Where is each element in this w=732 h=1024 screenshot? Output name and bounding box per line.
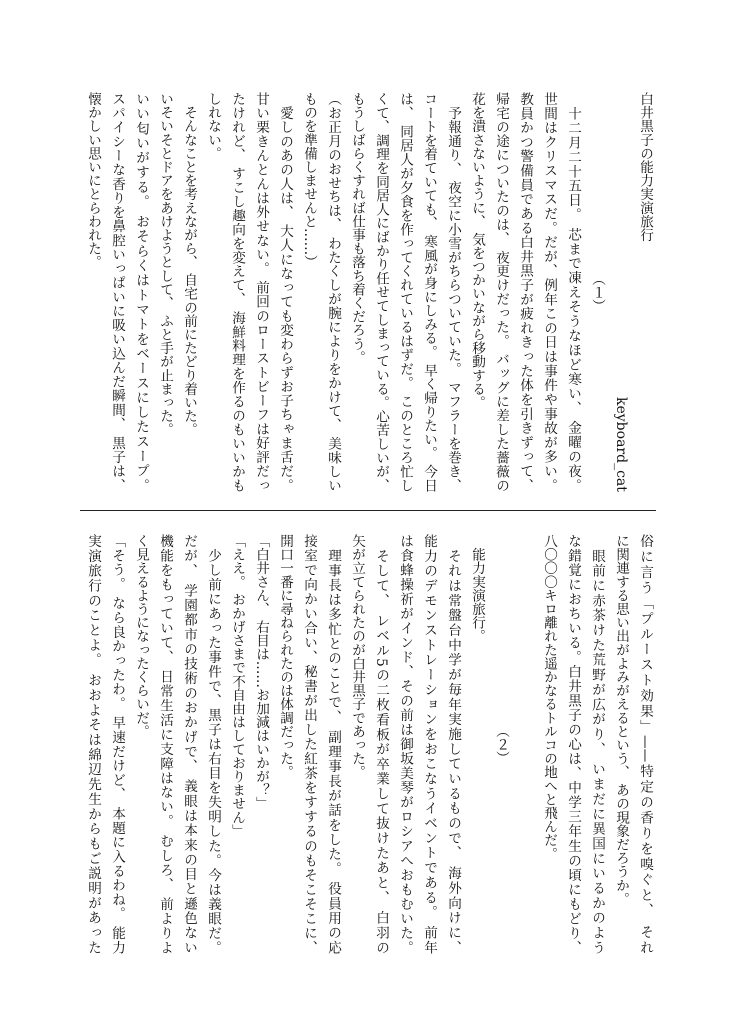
text-column: くて、調理を同居人にばかり任せてしまっている。心苦しいが、: [373, 92, 389, 492]
text-column: ものを準備しませんと……）: [301, 92, 317, 269]
text-column: 帰宅の途についたのは、 夜更けだった。 バッグに差した薔薇の: [493, 92, 509, 492]
text-column: 「白井さん、 右目は……お加減はいかが？」: [253, 534, 269, 811]
text-column: 愛しのあの人は、 大人になっても変わらずお子ちゃま舌だ。: [277, 92, 293, 492]
text-column: 「そう。 なら良かったわ。 早速だけど、 本題に入るわね。 能力: [109, 534, 125, 954]
text-column: 矢が立てられたのが白井黒子であった。: [349, 534, 365, 779]
text-column: 接室で向かい合い、秘書が出した紅茶をすするのもそこそこに、: [301, 534, 317, 954]
section-number: （２）: [493, 723, 509, 765]
divider-line: [80, 510, 656, 511]
text-column: 理事長は多忙とのことで、 副理事長が話をした。 役員用の応: [325, 534, 341, 954]
text-column: 懐かしい思いにとらわれた。: [85, 92, 101, 269]
text-column: いそいそとドアをあけようとして、 ふと手が止まった。: [157, 92, 173, 437]
text-column: な錯覚におちいる。白井黒子の心は、中学三年生の頃にもどり、: [565, 534, 581, 954]
page-top-half: [81, 92, 657, 492]
text-column: 花を潰さないように、 気をつかいながら移動する。: [469, 92, 485, 410]
text-column: そして、 レベル5の二枚看板が卒業して抜けたあと、 白羽の: [373, 534, 389, 954]
text-column: もうしばらくすれば仕事も落ち着くだろう。: [349, 92, 365, 364]
text-column: それは常盤台中学が毎年実施しているもので、 海外向けに、: [445, 534, 461, 954]
text-column: 開口一番に尋ねられたのは体調だった。: [277, 534, 293, 779]
section-number: （１）: [589, 271, 605, 313]
text-column: だが、 学園都市の技術のおかげで、 義眼は本来の目と遜色ない: [181, 534, 197, 954]
text-column: （お正月のおせちは、 わたくしが腕によりをかけて、 美味しい: [325, 92, 341, 492]
text-column: しれない。: [205, 92, 221, 160]
text-column: そんなことを考えながら、 自宅の前にたどり着いた。: [181, 92, 197, 437]
text-column: 能力実演旅行。: [469, 534, 485, 643]
text-column: 機能をもっていて、 日常生活に支障はない。 むしろ、 前よりよ: [157, 534, 173, 954]
text-column: 実演旅行のことよ。 おおよそは綿辺先生からもご説明があった: [85, 534, 101, 954]
text-column: は、 同居人が夕食を作ってくれているはずだ。 このところ忙し: [397, 92, 413, 492]
text-column: 俗に言う「プルースト効果」——特定の香りを嗅ぐと、 それ: [637, 534, 653, 954]
text-column: スパイシーな香りを鼻腔いっぱいに吸い込んだ瞬間、 黒子は、: [109, 92, 125, 492]
blank-line: [513, 534, 537, 954]
text-column: コートを着ていても、 寒風が身にしみる。 早く帰りたい。 今日: [421, 92, 437, 492]
page-bottom-half: [81, 534, 657, 954]
text-column: 世間はクリスマスだ。だが、例年この日は事件や事故が多い。: [541, 92, 557, 492]
text-column: 少し前にあった事件で、黒子は右目を失明した。今は義眼だ。: [205, 534, 221, 954]
author-name: keyboard_cat: [613, 397, 629, 492]
text-column: いい匂いがする。 おそらくはトマトをベースにしたスープ。: [133, 92, 149, 492]
text-column: たけれど、 すこし趣向を変えて、 海鮮料理を作るのもいいかも: [229, 92, 245, 492]
text-column: 眼前に赤茶けた荒野が広がり、 いまだに異国にいるかのよう: [589, 534, 605, 954]
text-column: 甘い栗きんとんは外せない。 前回のローストビーフは好評だっ: [253, 92, 269, 492]
text-column: 予報通り、 夜空に小雪がちらついていた。 マフラーを巻き、: [445, 92, 461, 492]
text-column: 八〇〇〇キロ離れた遥かなるトルコの地へと飛んだ。: [541, 534, 557, 861]
text-column: に関連する思い出がよみがえるという、 あの現象だろうか。: [613, 534, 629, 906]
text-column: は食蜂操祈がインド、その前は御坂美琴がロシアへおもむいた。: [397, 534, 413, 954]
text-column: 教員かつ警備員である白井黒子が疲れきった体を引きずって、: [517, 92, 533, 492]
text-column: 「ええ。 おかげさまで不自由はしておりません」: [229, 534, 245, 838]
text-column: 十二月二十五日。 芯まで凍えそうなほど寒い、 金曜の夜。: [565, 92, 581, 492]
text-column: 能力のデモンストレーションをおこなうイベントである。 前年: [421, 534, 437, 954]
story-title: 白井黒子の能力実演旅行: [637, 92, 653, 242]
text-column: く見えるようになったくらいだ。: [133, 534, 149, 738]
